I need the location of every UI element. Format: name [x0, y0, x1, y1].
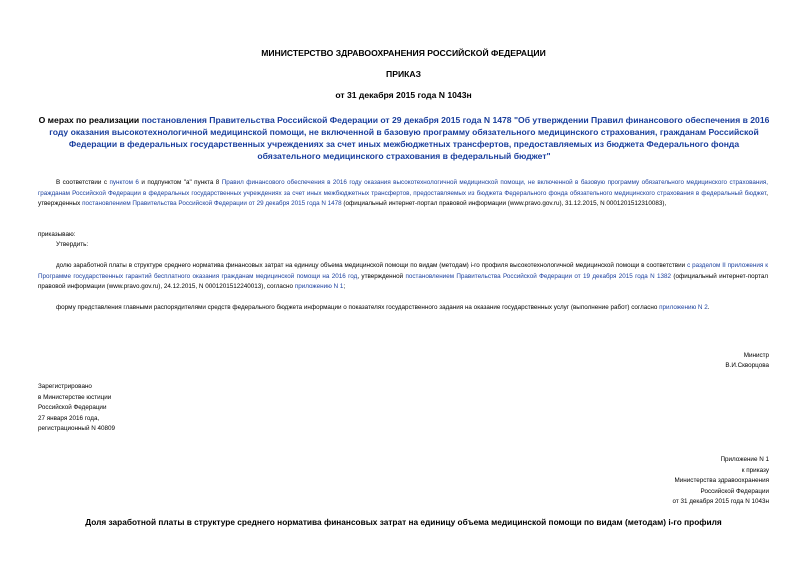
appendix-line: Российской Федерации	[700, 487, 769, 495]
approve-word: Утвердить:	[56, 241, 89, 248]
item1-text-1: долю заработной платы в структуре среднего норматива финансовых затрат на единицу объема медицинской помощи по видам (методам) i-го профиля высокотехнологичной медицинской помощи в соответствии	[56, 262, 688, 269]
order-date: от 31 декабря 2015 года N 1043н	[335, 90, 472, 100]
resolution-1478-link[interactable]: постановлением Правительства Российской Федерации от 29 декабря 2015 года N 1478	[82, 200, 342, 207]
registration-line: 27 января 2016 года,	[38, 414, 100, 422]
document-title	[38, 114, 770, 162]
item1-text-2: , утвержденной	[357, 272, 406, 280]
title-resolution-link[interactable]: постановления Правительства Российской Федерации от 29 декабря 2015 года N 1478 "Об утверждении Правил финансового обеспечения в 2016 году оказания высокотехнологичной медицинской помощи, не включенной в базовую программу обязательного медицинского страхования, гражданам Российской Федерации в федеральных государственных учреждениях за счет иных межбюджетных трансфертов, предоставляемых из бюджета Федерального фонда обязательного медицинского страхования в федеральный бюджет"	[49, 115, 770, 161]
appendix-2-link[interactable]: приложению N 2	[659, 304, 708, 311]
appendix-title: Доля заработной платы в структуре среднего норматива финансовых затрат на единицу объема медицинской помощи по видам (методам) i-го профиля	[85, 517, 722, 527]
item-2-paragraph	[38, 303, 768, 314]
signature-name: В.И.Скворцова	[725, 362, 769, 369]
registration-block	[38, 382, 115, 435]
ministry-heading: МИНИСТЕРСТВО ЗДРАВООХРАНЕНИЯ РОССИЙСКОЙ ФЕДЕРАЦИИ	[261, 48, 546, 58]
point-6-link[interactable]: пунктом 6	[109, 179, 139, 186]
appendix-1-link[interactable]: приложению N 1	[294, 283, 344, 290]
program-section-link[interactable]: с разделом II приложения к Программе государственных гарантий бесплатного оказания гражданам медицинской помощи на 2016 год	[38, 262, 768, 280]
preamble-text-3: , утвержденных	[38, 189, 768, 207]
registration-line: в Министерстве юстиции	[38, 393, 112, 401]
item2-text-1: форму представления главными распорядителями средств федерального бюджета информации о показателях государственного задания на оказание государственных услуг (выполнение работ) согласно	[56, 304, 660, 311]
title-prefix: О мерах по реализации	[38, 115, 142, 125]
order-word: ПРИКАЗ	[386, 69, 421, 79]
rules-link[interactable]: Правил финансового обеспечения в 2016 году оказания высокотехнологичной медицинской помощи, не включенной в базовую программу обязательного медицинского страхования, гражданам Российской Федерации в федеральных государственных учреждениях за счет иных межбюджетных трансфертов, предоставляемых из бюджета Федерального фонда обязательного медицинского страхования в федеральный бюджет	[38, 179, 769, 197]
item2-text-2: .	[707, 304, 710, 311]
signature-position: Министр	[743, 352, 769, 359]
appendix-block	[519, 455, 769, 508]
appendix-line: от 31 декабря 2015 года N 1043н	[672, 498, 769, 505]
preamble-text-2: и подпунктом "а" пункта 8	[138, 179, 222, 186]
registration-line: Российской Федерации	[38, 404, 107, 411]
preamble-paragraph	[38, 178, 768, 210]
appendix-line: Министерства здравоохранения	[674, 477, 769, 484]
registration-line: Зарегистрировано	[38, 383, 92, 390]
item-1-paragraph	[38, 261, 768, 293]
item1-text-4: ;	[343, 283, 346, 290]
item1-text-3: (официальный интернет-портал правовой информации (www.pravo.gov.ru), 24.12.2015, N 0001201512240013), согласно	[38, 272, 768, 290]
resolution-1382-link[interactable]: постановлением Правительства Российской Федерации от 19 декабря 2015 года N 1382	[405, 272, 672, 280]
orders-word: приказываю:	[38, 231, 76, 238]
appendix-line: к приказу	[741, 466, 769, 474]
preamble-text-1: В соответствии с	[56, 179, 110, 186]
appendix-line: Приложение N 1	[720, 456, 769, 463]
registration-line: регистрационный N 40809	[38, 425, 116, 432]
preamble-text-4: (официальный интернет-портал правовой информации (www.pravo.gov.ru), 31.12.2015, N 0001201512310083),	[341, 200, 667, 207]
